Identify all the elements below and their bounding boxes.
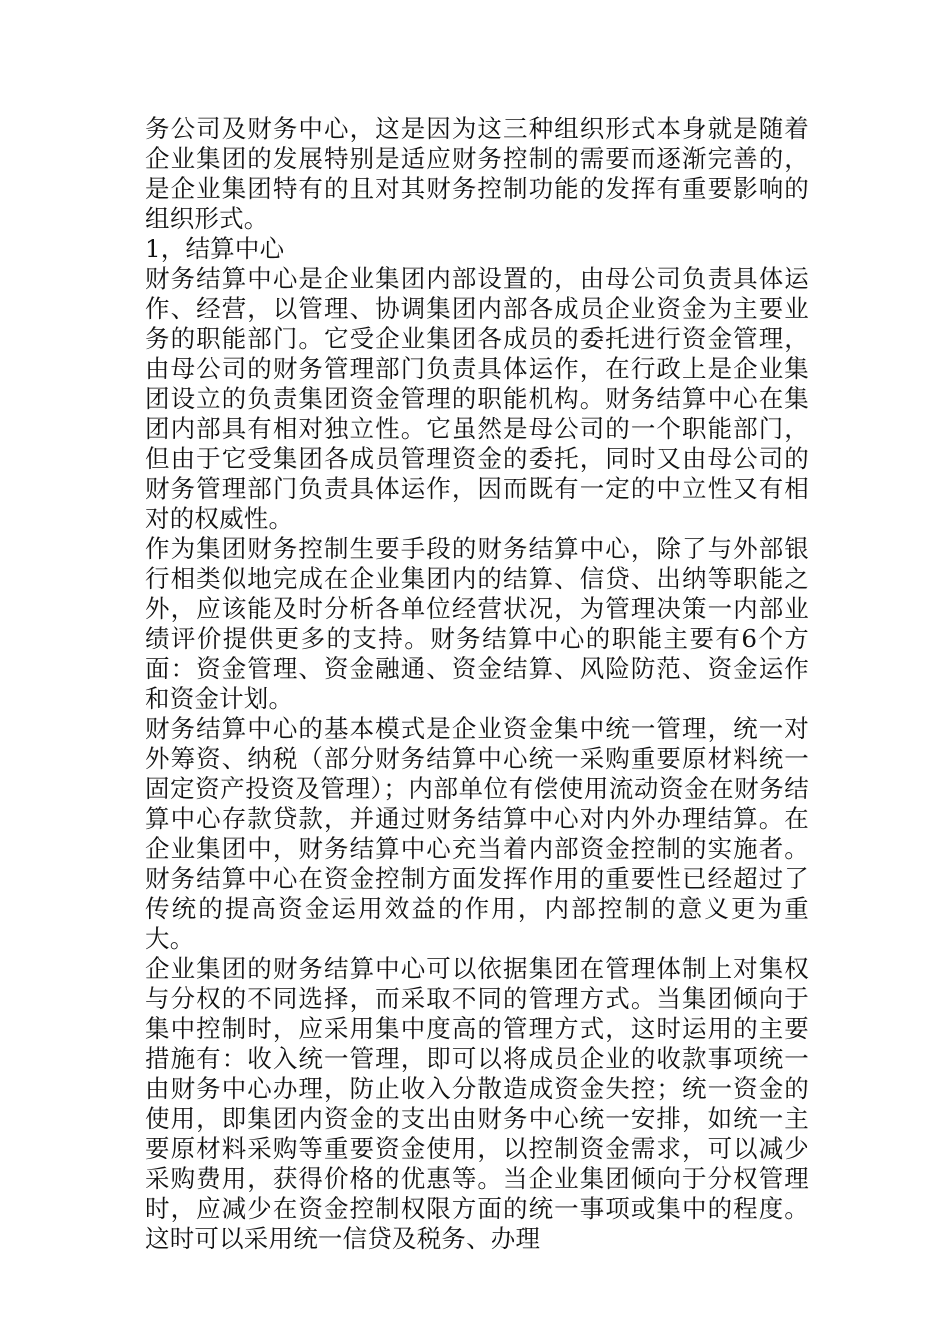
settlement-center-definition-paragraph: 财务结算中心是企业集团内部设置的，由母公司负责具体运作、经营，以管理、协调集团内部各成员企业资金为主要业务的职能部门。它受企业集团各成员的委托进行资金管理，由母公司的财务管理部门负责具体运作，在行政上是企业集团设立的负责集团资金管理的职能机构。财务结算中心在集团内部具有相对独立性。它虽然是母公司的一个职能部门，但由于它受集团各成员管理资金的委托，同时又由母公司的财务管理部门负责具体运作，因而既有一定的中立性又有相对的权威性。 [145,264,809,533]
settlement-center-model-paragraph: 财务结算中心的基本模式是企业资金集中统一管理，统一对外筹资、纳税（部分财务结算中心统一采购重要原材料统一固定资产投资及管理）；内部单位有偿使用流动资金在财务结算中心存款贷款，并通过财务结算中心对内外办理结算。在企业集团中，财务结算中心充当着内部资金控制的实施者。财务结算中心在资金控制方面发挥作用的重要性已经超过了传统的提高资金运用效益的作用，内部控制的意义更为重大。 [145,714,809,953]
document-page [145,114,809,1254]
settlement-center-management-paragraph: 企业集团的财务结算中心可以依据集团在管理体制上对集权与分权的不同选择，而采取不同的管理方式。当集团倾向于集中控制时，应采用集中度高的管理方式，这时运用的主要措施有：收入统一管理，即可以将成员企业的收款事项统一由财务中心办理，防止收入分散造成资金失控；统一资金的使用，即集团内资金的支出由财务中心统一安排，如统一主要原材料采购等重要资金使用，以控制资金需求，可以减少采购费用，获得价格的优惠等。当企业集团倾向于分权管理时，应减少在资金控制权限方面的统一事项或集中的程度。这时可以采用统一信贷及税务、办理 [145,954,809,1253]
intro-paragraph: 务公司及财务中心，这是因为这三种组织形式本身就是随着企业集团的发展特别是适应财务控制的需要而逐渐完善的，是企业集团特有的且对其财务控制功能的发挥有重要影响的组织形式。 [145,114,809,233]
section-heading-settlement-center: 1，结算中心 [145,234,285,263]
settlement-center-functions-paragraph: 作为集团财务控制生要手段的财务结算中心，除了与外部银行相类似地完成在企业集团内的结算、信贷、出纳等职能之外，应该能及时分析各单位经营状况，为管理决策一内部业绩评价提供更多的支持。财务结算中心的职能主要有6个方面：资金管理、资金融通、资金结算、风险防范、资金运作和资金计划。 [145,534,809,713]
